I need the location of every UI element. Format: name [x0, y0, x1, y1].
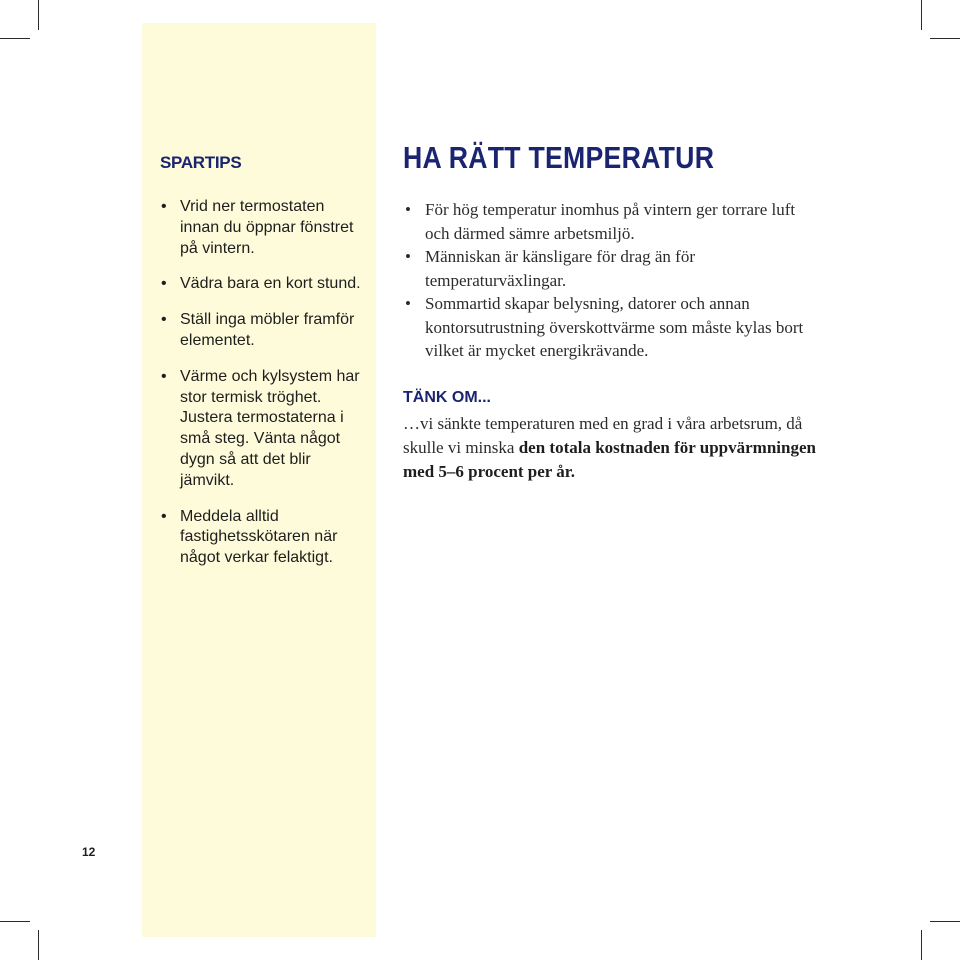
think-text: …vi sänkte temperaturen med en grad i våra arbetsrum, då skulle vi minska	[403, 414, 803, 457]
bullet: •	[405, 294, 411, 313]
tip-text: Vädra bara en kort stund.	[180, 275, 361, 293]
crop-mark-top-left	[38, 0, 39, 30]
tip-text: Ställ inga möbler framför elementet.	[180, 311, 355, 349]
page-number: 12	[82, 845, 96, 859]
facts-list	[403, 198, 823, 363]
list-item	[160, 367, 365, 492]
bullet: •	[161, 275, 167, 293]
bullet: •	[161, 507, 167, 525]
tip-text: Värme och kylsystem har stor termisk tröghet. Justera termostaterna i små steg. Vänta något dygn så att det blir jämvikt.	[180, 367, 360, 489]
crop-mark-top-right	[921, 0, 922, 30]
crop-mark-top-left-h	[0, 38, 30, 39]
fact-text: Människan är känsligare för drag än för temperaturväxlingar.	[425, 247, 696, 290]
list-item	[403, 292, 823, 363]
bullet: •	[161, 198, 167, 215]
bullet: •	[161, 367, 167, 385]
list-item	[160, 197, 365, 259]
think-heading: TÄNK OM...	[403, 389, 491, 406]
list-item	[160, 310, 365, 352]
sidebar-heading: SPARTIPS	[160, 153, 242, 172]
tip-text: Meddela alltid fastighetsskötaren när något verkar felaktigt.	[180, 507, 338, 567]
tips-list	[160, 197, 365, 584]
bullet: •	[405, 200, 411, 219]
list-item	[160, 507, 365, 569]
bullet: •	[161, 311, 167, 329]
bullet: •	[405, 247, 411, 266]
crop-mark-bottom-left-h	[0, 921, 30, 922]
tip-text: Vrid ner termostaten innan du öppnar fönstret på vintern.	[180, 198, 354, 257]
list-item	[403, 245, 823, 292]
list-item	[403, 198, 823, 245]
crop-mark-bottom-right-h	[930, 921, 960, 922]
think-emphasis: den totala kostnaden för uppvärmningen med 5–6 procent per år.	[403, 438, 816, 481]
page-title: HA RÄTT TEMPERATUR	[403, 140, 715, 175]
fact-text: För hög temperatur inomhus på vintern ger torrare luft och därmed sämre arbetsmiljö.	[425, 200, 796, 243]
list-item	[160, 274, 365, 295]
crop-mark-bottom-left	[38, 930, 39, 960]
crop-mark-top-right-h	[930, 38, 960, 39]
fact-text: Sommartid skapar belysning, datorer och annan kontorsutrustning överskottvärme som måste kylas bort vilket är mycket energikrävande.	[425, 294, 804, 360]
crop-mark-bottom-right	[921, 930, 922, 960]
think-paragraph	[403, 412, 823, 484]
